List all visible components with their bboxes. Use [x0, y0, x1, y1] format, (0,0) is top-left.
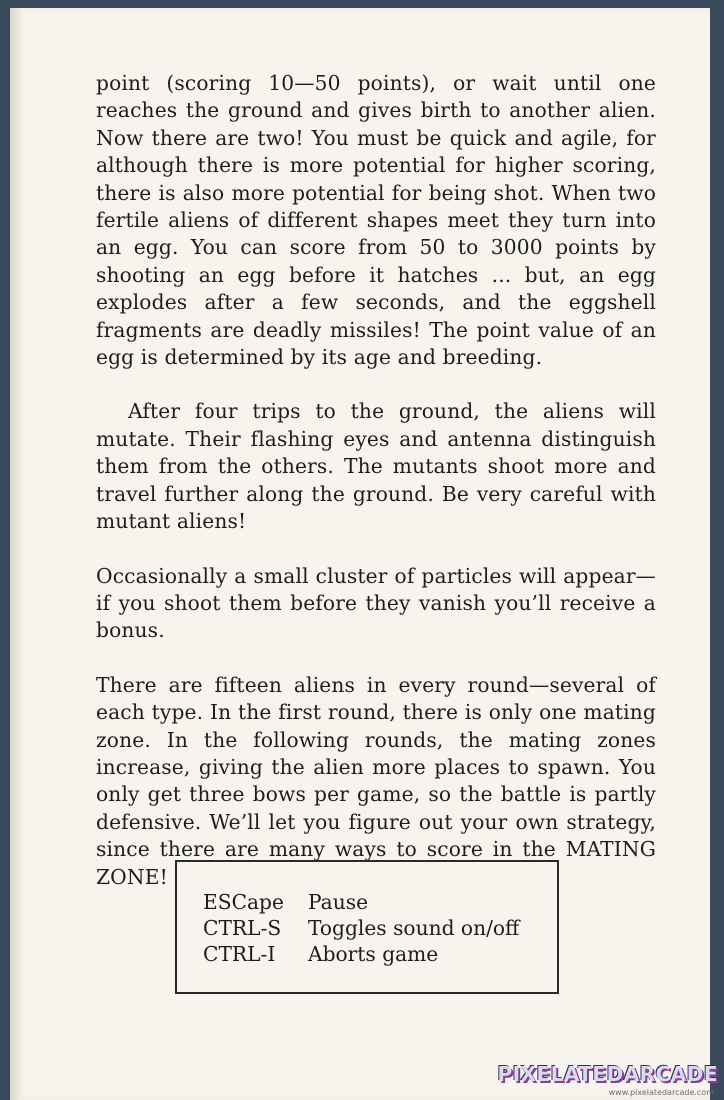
paragraph-rounds: There are fifteen aliens in every round—several of each type. In the first round, there is only one mating zone. In the following rounds, the mating zones increase, giving the alien more places to spawn. You only get three bows per game, so the battle is partly defensive. We’ll let you figure out your own strategy, since there are many ways to score in the MATING ZONE!	[96, 672, 656, 889]
control-action: Toggles sound on/off	[308, 916, 520, 940]
control-key: CTRL-I	[203, 942, 276, 966]
paragraph-bonus: Occasionally a small cluster of particles will appear—if you shoot them before they vanish you’ll receive a bonus.	[96, 563, 656, 643]
paragraph-scoring: point (scoring 10—50 points), or wait until one reaches the ground and gives birth to another alien. Now there are two! You must be quick and agile, for although there is more potential for higher scoring, there is also more potential for being shot. When two fertile aliens of different shapes meet they turn into an egg. You can score from 50 to 3000 points by shooting an egg before it hatches ... but, an egg explodes after a few seconds, and the eggshell fragments are deadly missiles! The point value of an egg is determined by its age and breeding.	[96, 71, 656, 370]
page-spine	[10, 8, 22, 1100]
control-row	[203, 915, 519, 941]
control-row	[203, 889, 519, 915]
control-action: Aborts game	[308, 942, 439, 966]
controls-box	[175, 860, 559, 994]
control-row	[203, 941, 519, 967]
manual-page	[10, 8, 710, 1100]
instructions-text	[96, 70, 656, 918]
watermark-url: www.pixelatedarcade.com	[608, 1088, 714, 1097]
control-action: Pause	[308, 890, 369, 914]
watermark-logo: PIXELATEDARCADE	[497, 1062, 718, 1086]
control-key: ESCape	[203, 890, 284, 914]
paragraph-mutants: After four trips to the ground, the aliens will mutate. Their flashing eyes and antenna distinguish them from the others. The mutants shoot more and travel further along the ground. Be very careful with mutant aliens!	[96, 399, 656, 534]
controls-table	[203, 889, 519, 967]
control-key: CTRL-S	[203, 916, 282, 940]
